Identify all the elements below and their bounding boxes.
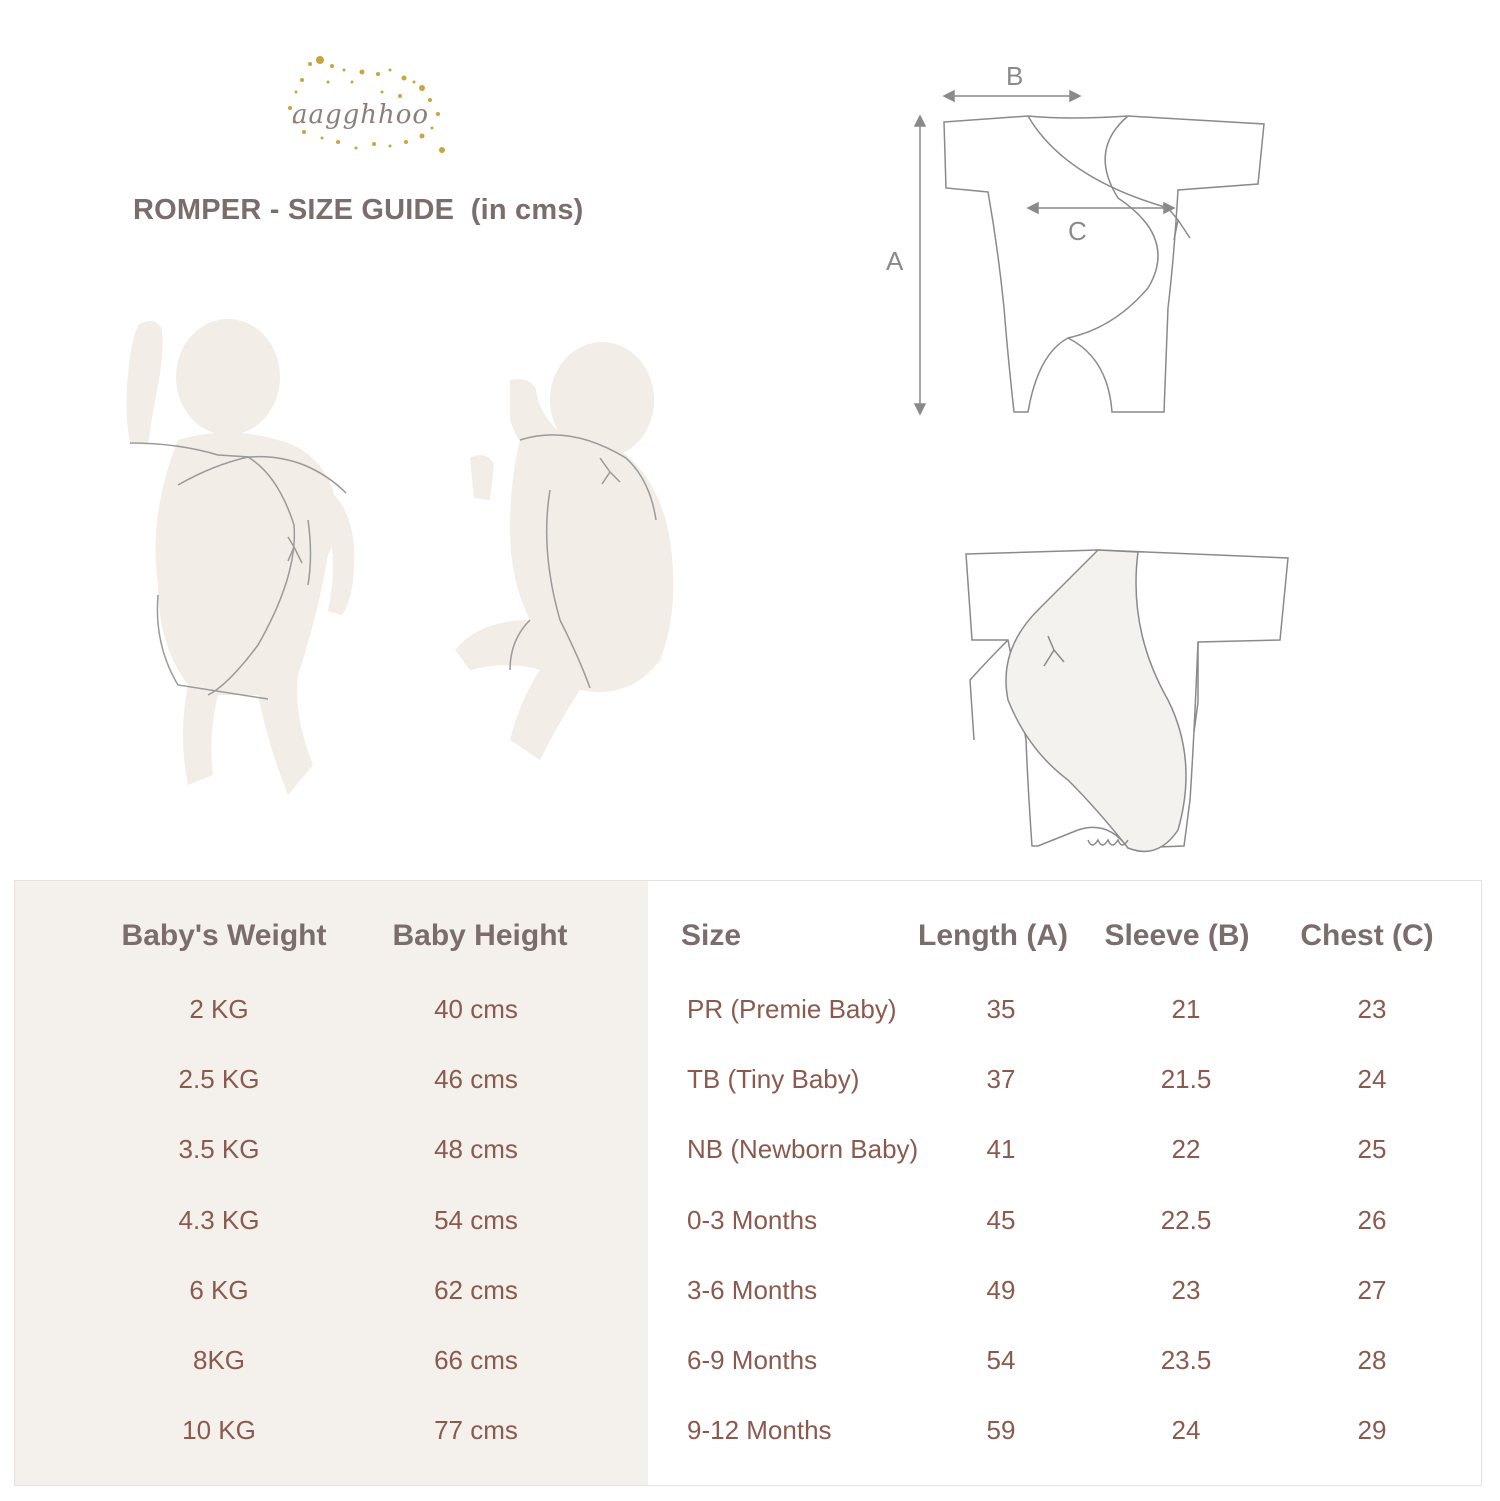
cell-chest: 24 (1357, 1064, 1387, 1095)
romper-open-diagram (958, 540, 1298, 870)
cell-size: 6-9 Months (687, 1345, 818, 1375)
dimension-label-b: B (1006, 61, 1024, 91)
cell-weight: 3.5 KG (178, 1134, 260, 1165)
cell-chest: 23 (1357, 994, 1387, 1024)
baby-front-illustration (118, 315, 368, 805)
cell-size: NB (Newborn Baby) (687, 1134, 919, 1165)
cell-chest: 28 (1357, 1345, 1387, 1375)
baby-side-illustration (450, 340, 690, 780)
cell-weight: 8KG (192, 1345, 246, 1375)
cell-height: 62 cms (434, 1274, 518, 1305)
header-baby-weight: Baby's Weight (121, 919, 327, 952)
cell-size: 9-12 Months (687, 1415, 832, 1446)
header-size: Size (681, 919, 742, 952)
cell-sleeve: 21 (1171, 994, 1201, 1024)
cell-height: 48 cms (434, 1134, 518, 1165)
cell-length: 35 (986, 994, 1016, 1024)
cell-length: 45 (986, 1204, 1016, 1235)
cell-sleeve: 24 (1171, 1415, 1201, 1446)
header-sleeve: Sleeve (B) (1104, 919, 1250, 952)
cell-weight: 6 KG (189, 1274, 249, 1305)
cell-height: 40 cms (434, 994, 518, 1024)
cell-chest: 25 (1357, 1134, 1387, 1165)
cell-weight: 10 KG (182, 1415, 256, 1446)
cell-weight: 2 KG (189, 994, 249, 1024)
cell-length: 41 (986, 1134, 1016, 1165)
cell-weight: 4.3 KG (178, 1204, 260, 1235)
cell-size: 3-6 Months (687, 1274, 818, 1305)
cell-chest: 26 (1357, 1204, 1387, 1235)
cell-size: TB (Tiny Baby) (687, 1064, 860, 1095)
romper-measurement-diagram (878, 58, 1278, 428)
cell-size: PR (Premie Baby) (687, 994, 897, 1024)
cell-length: 37 (986, 1064, 1016, 1095)
dimension-label-a: A (886, 246, 904, 276)
cell-sleeve: 23 (1171, 1274, 1201, 1305)
cell-length: 54 (986, 1345, 1016, 1375)
cell-length: 59 (986, 1415, 1016, 1446)
cell-height: 54 cms (434, 1204, 518, 1235)
cell-height: 46 cms (434, 1064, 518, 1095)
dimension-label-c: C (1068, 216, 1087, 246)
baby-measurement-section (15, 881, 648, 1485)
brand-logo (282, 52, 452, 162)
cell-height: 77 cms (434, 1415, 518, 1446)
size-table (14, 880, 1482, 1486)
cell-size: 0-3 Months (687, 1204, 818, 1235)
header-baby-height: Baby Height (392, 919, 568, 952)
cell-weight: 2.5 KG (178, 1064, 260, 1095)
cell-sleeve: 23.5 (1160, 1345, 1212, 1375)
cell-chest: 29 (1357, 1415, 1387, 1446)
cell-chest: 27 (1357, 1274, 1387, 1305)
cell-sleeve: 22.5 (1160, 1204, 1212, 1235)
header-length: Length (A) (918, 919, 1068, 952)
header-chest: Chest (C) (1300, 919, 1434, 952)
cell-length: 49 (986, 1274, 1016, 1305)
logo-wordmark: aagghhoo (292, 100, 430, 130)
cell-height: 66 cms (434, 1345, 518, 1375)
page-title: ROMPER - SIZE GUIDE (in cms) (133, 194, 584, 226)
cell-sleeve: 22 (1171, 1134, 1201, 1165)
cell-sleeve: 21.5 (1160, 1064, 1212, 1095)
